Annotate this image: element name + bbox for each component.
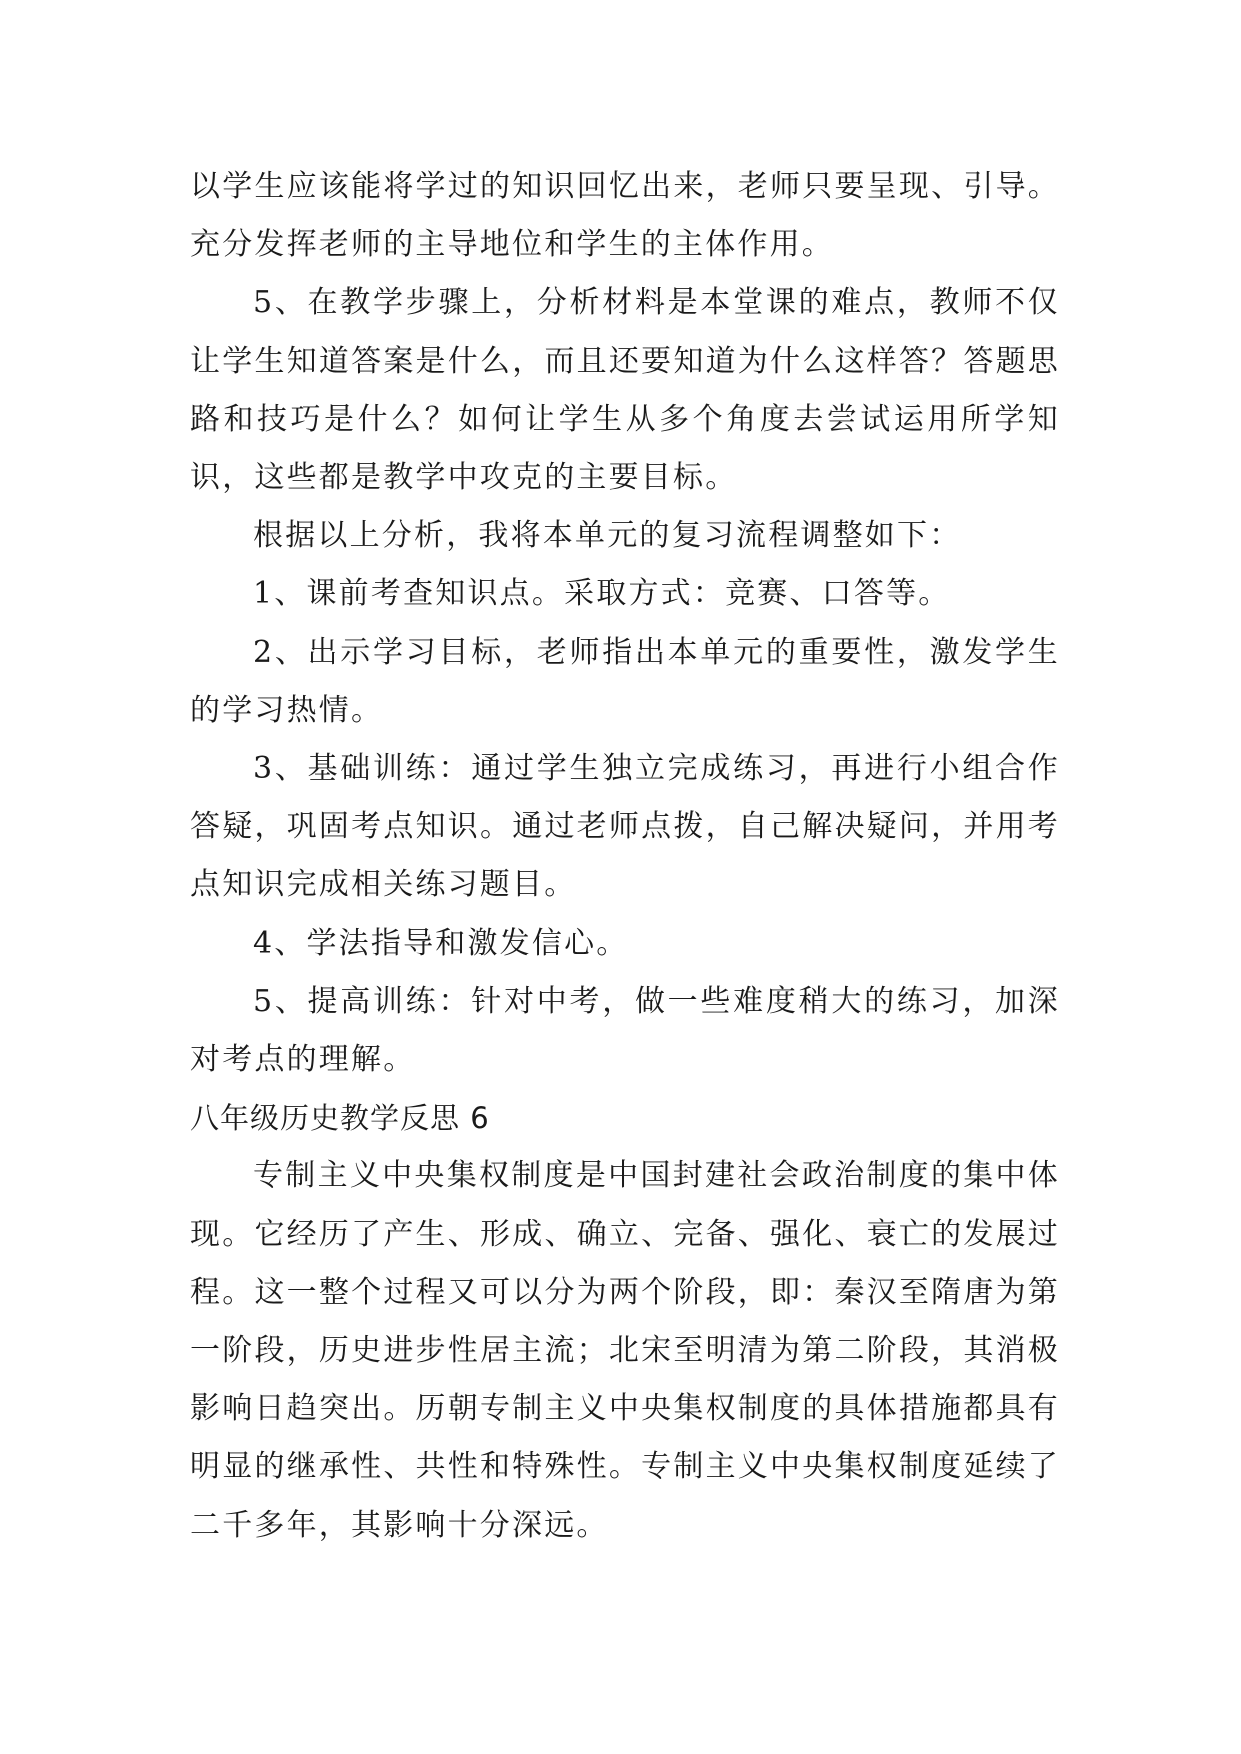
paragraph-item-5-teaching-steps: 5、在教学步骤上，分析材料是本堂课的难点，教师不仅让学生知道答案是什么，而且还要知道为什么这样答？答题思路和技巧是什么？如何让学生从多个角度去尝试运用所学知识，这些都是教学中攻克的主要目标。: [190, 285, 1060, 496]
paragraph-review-flow-intro: 根据以上分析，我将本单元的复习流程调整如下：: [253, 518, 962, 554]
paragraph-step-5: 5、提高训练：针对中考，做一些难度稍大的练习，加深对考点的理解。: [190, 983, 1060, 1078]
section-heading: 八年级历史教学反思 6: [190, 1101, 490, 1136]
paragraph-step-4: 4、学法指导和激发信心。: [253, 925, 629, 961]
paragraph-step-1: 1、课前考查知识点。采取方式：竞赛、口答等。: [253, 576, 951, 612]
paragraph-step-2: 2、出示学习目标，老师指出本单元的重要性，激发学生的学习热情。: [190, 634, 1060, 728]
paragraph-step-3: 3、基础训练：通过学生独立完成练习，再进行小组合作答疑，巩固考点知识。通过老师点拨，自己解决疑问，并用考点知识完成相关练习题目。: [190, 751, 1060, 903]
document-page: [190, 158, 1060, 1555]
section-paragraph: 专制主义中央集权制度是中国封建社会政治制度的集中体现。它经历了产生、形成、确立、完备、强化、衰亡的发展过程。这一整个过程又可以分为两个阶段，即：秦汉至隋唐为第一阶段，历史进步性居主流；北宋至明清为第二阶段，其消极影响日趋突出。历朝专制主义中央集权制度的具体措施都具有明显的继承性、共性和特殊性。专制主义中央集权制度延续了二千多年，其影响十分深远。: [190, 1158, 1060, 1543]
paragraph-continued: 以学生应该能将学过的知识回忆出来，老师只要呈现、引导。充分发挥老师的主导地位和学生的主体作用。: [190, 169, 1060, 263]
